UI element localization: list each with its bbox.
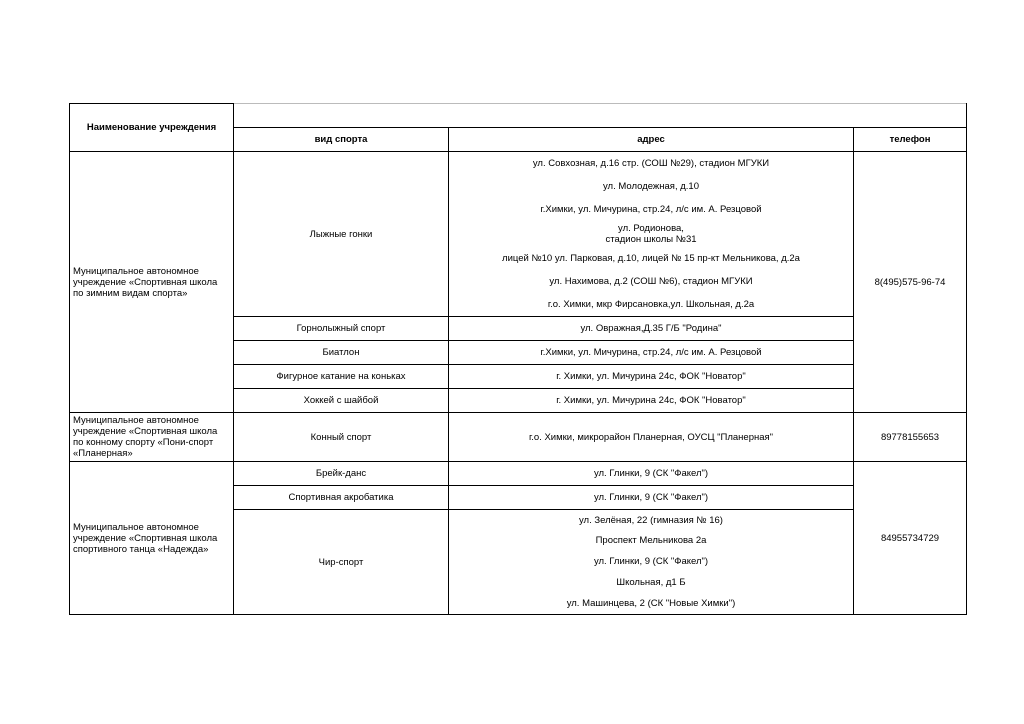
address-cell: ул. Глинки, 9 (СК "Факел")	[449, 462, 854, 486]
address-line: ул. Молодежная, д.10	[603, 181, 699, 192]
org-winter-sports-name: Муниципальное автономное учреждение «Спортивная школа по зимним видам спорта»	[70, 152, 234, 413]
sport-cell: Чир-спорт	[234, 510, 449, 615]
address-line: ул. Машинцева, 2 (СК "Новые Химки")	[566, 598, 736, 609]
phone-cell: 89778155653	[854, 413, 967, 462]
phone-cell: 8(495)575-96-74	[854, 152, 967, 413]
address-cell	[449, 152, 854, 317]
sport-cell: Фигурное катание на коньках	[234, 365, 449, 389]
address-line: ул. Зелёная, 22 (гимназия № 16)	[579, 514, 723, 526]
address-line: ул. Нахимова, д.2 (СОШ №6), стадион МГУКИ	[549, 276, 753, 287]
sport-cell: Спортивная акробатика	[234, 486, 449, 510]
header-blank	[234, 104, 967, 128]
address-cell: ул. Овражная,Д.35 Г/Б "Родина"	[449, 317, 854, 341]
address-line: г.о. Химки, мкр Фирсановка,ул. Школьная, д.2а	[547, 299, 755, 310]
header-phone: телефон	[854, 128, 967, 152]
address-line: ул. Совхозная, д.16 стр. (СОШ №29), стадион МГУКИ	[532, 158, 770, 169]
address-cell: ул. Глинки, 9 (СК "Факел")	[449, 486, 854, 510]
address-line: лицей №10 ул. Парковая, д.10, лицей № 15 пр-кт Мельникова, д.2а	[502, 253, 800, 264]
address-line-part: стадион школы №31	[605, 234, 697, 245]
sport-cell: Хоккей с шайбой	[234, 389, 449, 413]
address-cell: г.о. Химки, микрорайон Планерная, ОУСЦ "Планерная"	[449, 413, 854, 462]
address-line	[452, 221, 850, 247]
header-sport: вид спорта	[234, 128, 449, 152]
sport-cell: Лыжные гонки	[234, 152, 449, 317]
address-line-part: ул. Родионова,	[618, 223, 684, 234]
sport-cell: Конный спорт	[234, 413, 449, 462]
address-line: ул. Глинки, 9 (СК "Факел")	[593, 556, 709, 567]
org-dance-sport-name: Муниципальное автономное учреждение «Спортивная школа спортивного танца «Надежда»	[70, 462, 234, 615]
address-line: г.Химки, ул. Мичурина, стр.24, л/с им. А. Резцовой	[540, 204, 762, 215]
org-pony-sport-name: Муниципальное автономное учреждение «Спортивная школа по конному спорту «Пони-спорт «Планерная»	[70, 413, 234, 462]
phone-cell: 84955734729	[854, 462, 967, 615]
address-cell	[449, 510, 854, 615]
sport-cell: Биатлон	[234, 341, 449, 365]
sports-schools-table	[69, 103, 967, 615]
header-institution: Наименование учреждения	[70, 104, 234, 152]
address-line: Проспект Мельникова 2а	[595, 535, 707, 546]
sport-cell: Горнолыжный спорт	[234, 317, 449, 341]
address-cell: г. Химки, ул. Мичурина 24с, ФОК "Новатор"	[449, 365, 854, 389]
address-cell: г. Химки, ул. Мичурина 24с, ФОК "Новатор"	[449, 389, 854, 413]
address-line: Школьная, д1 Б	[616, 577, 686, 588]
header-address: адрес	[449, 128, 854, 152]
sport-cell: Брейк-данс	[234, 462, 449, 486]
address-cell: г.Химки, ул. Мичурина, стр.24, л/с им. А. Резцовой	[449, 341, 854, 365]
